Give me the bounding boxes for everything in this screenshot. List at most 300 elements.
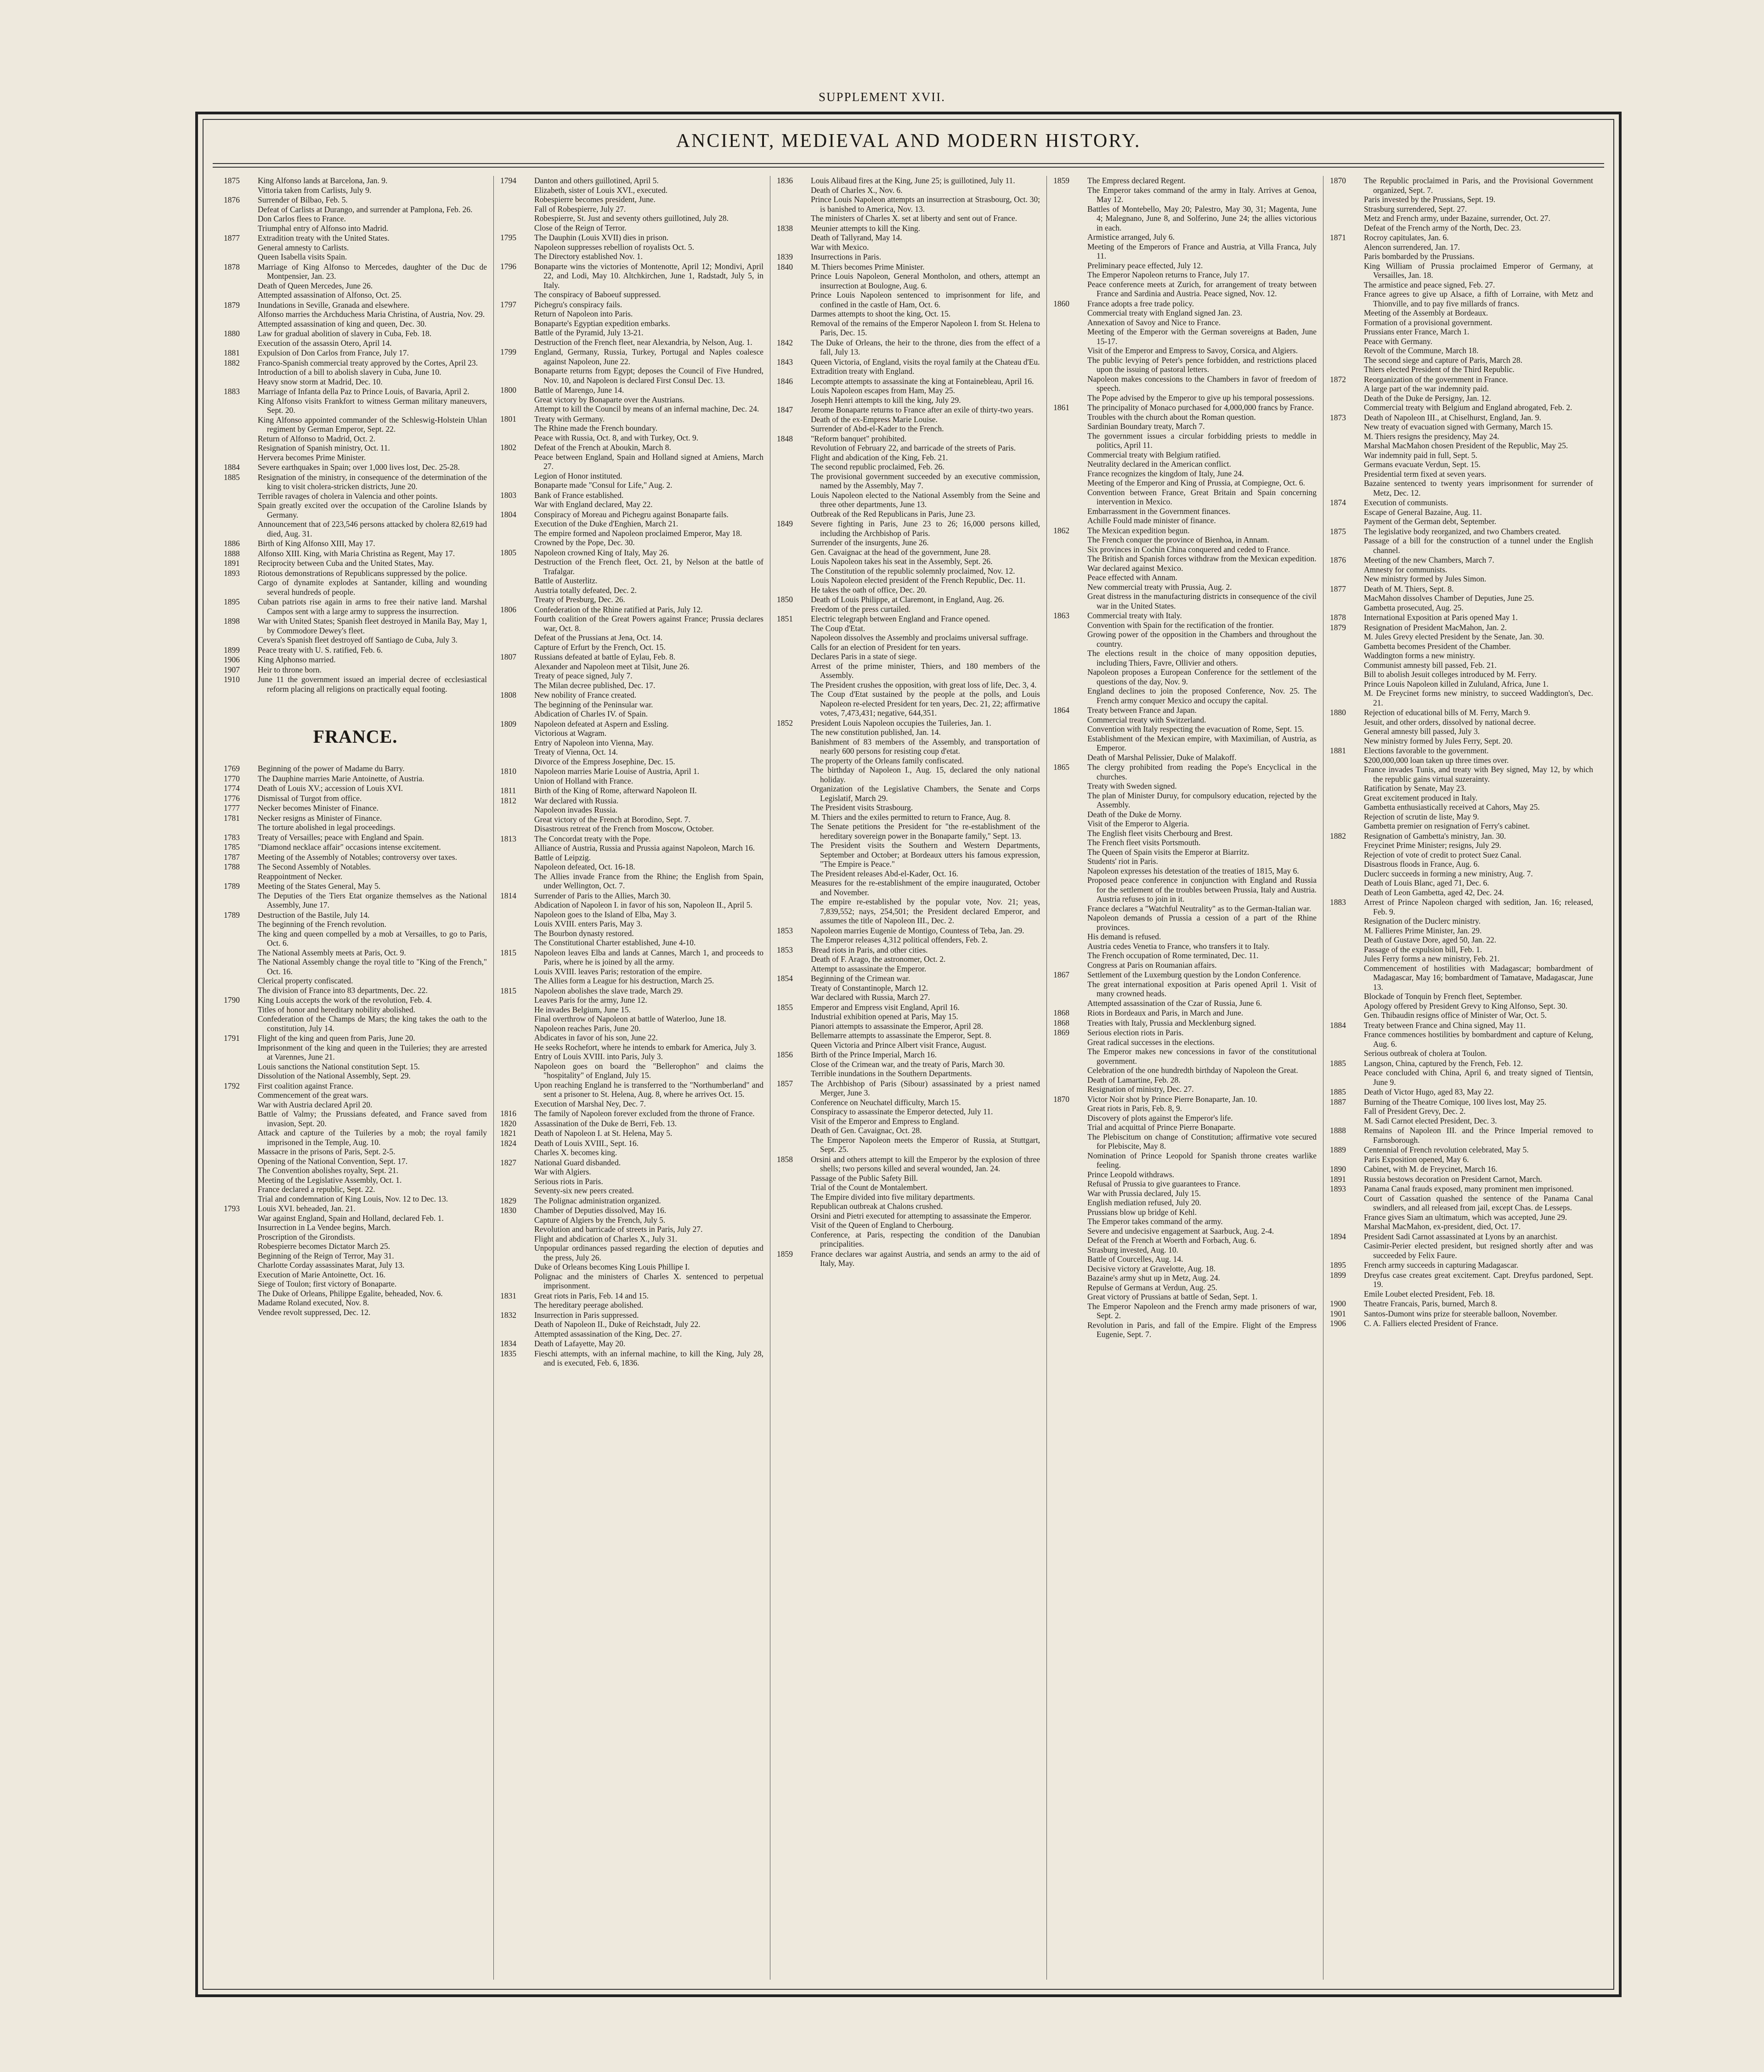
event-text: Repulse of Germans at Verdun, Aug. 25. [1087,1282,1218,1292]
event-text: Pianori attempts to assassinate the Emperor, April 28. [811,1021,983,1031]
entry-year: 1879 [1330,622,1346,632]
entry-year: 1884 [1330,1020,1346,1030]
entry-year: 1776 [224,793,240,803]
event-text: Victor Noir shot by Prince Pierre Bonaparte, Jan. 10. [1087,1094,1257,1104]
event-text: Return of Napoleon into Paris. [534,309,633,318]
timeline-entry [1053,970,1317,1008]
entry-events [258,262,487,300]
event-text: Embarrassment in the Government finances. [1087,506,1231,516]
entry-events [1087,762,1317,970]
event-text: Destruction of the French fleet, near Alexandria, by Nelson, Aug. 1. [534,337,752,347]
event-text: M. Thiers becomes Prime Minister. [811,262,925,271]
entry-year: 1895 [224,597,240,606]
event-text: His demand is refused. [1087,932,1161,941]
entry-events [1364,1260,1593,1270]
event-text: Napoleon defeated, Oct. 16-18. [534,862,635,871]
event-text: Revolution and barricade of streets in Paris, July 27. [534,1225,703,1234]
entry-events [534,1196,763,1206]
entry-year: 1883 [1330,898,1346,907]
entry-events [1364,898,1593,1020]
event-text: Confederation of the Champs de Mars; the king takes the oath to the constitution, July 14. [258,1014,487,1033]
event-text: Defeat of the French at Aboukin, March 8. [534,443,671,452]
entry-year: 1808 [500,690,516,700]
event-text: Flight and abdication of Charles X., July 31. [534,1234,678,1243]
entry-events [811,926,1040,945]
event-text: Duclerc succeeds in forming a new ministry, Aug. 7. [1364,869,1533,878]
entry-events [1087,1018,1317,1028]
event-text: Beginning of the power of Madame du Barry. [258,764,405,773]
event-text: Gambetta becomes President of the Chamber. [1364,641,1511,651]
entry-year: 1873 [1330,412,1346,422]
event-text: Seventy-six new peers created. [534,1186,634,1195]
event-text: Riots in Bordeaux and Paris, in March and June. [1087,1008,1244,1017]
entry-year: 1840 [777,262,793,271]
timeline-entry [500,1310,763,1339]
event-text: Proscription of the Girondists. [258,1232,355,1242]
timeline-entry [224,616,487,645]
event-text: Napoleon demands of Prussia a cession of a part of the Rhine provinces. [1087,913,1317,932]
entry-events [1364,1184,1593,1231]
event-text: M. Thiers and the exiles permitted to return to France, Aug. 8. [811,812,1011,822]
entry-events [1364,1319,1593,1328]
entry-year: 1769 [224,764,240,773]
entry-events [258,569,487,597]
event-text: Defeat of the Prussians at Jena, Oct. 14. [534,633,662,642]
entry-year: 1843 [777,357,793,367]
entry-events [258,616,487,645]
entry-events [1364,1145,1593,1164]
event-text: The king and queen compelled by a mob at Versailles, to go to Paris, Oct. 6. [258,929,487,948]
event-text: War against England, Spain and Holland, declared Feb. 1. [258,1213,444,1223]
timeline-entry [1330,498,1593,526]
event-text: Defeat of the French army of the North, Dec. 23. [1364,223,1521,232]
timeline-entry [500,385,763,414]
timeline-entry [224,833,487,842]
timeline-entry [500,510,763,548]
event-text: Alfonso marries the Archduchess Maria Christina, of Austria, Nov. 29. [258,310,485,319]
event-text: Death of Tallyrand, May 14. [811,233,902,242]
timeline-entry [777,974,1040,1002]
event-text: Vittoria taken from Carlists, July 9. [258,185,372,195]
entry-events [534,786,763,796]
entry-events [811,434,1040,519]
event-text: M. Fallieres Prime Minister, Jan. 29. [1364,926,1482,935]
timeline-entry [1330,1164,1593,1174]
event-text: Napoleon crowned King of Italy, May 26. [534,548,669,557]
timeline-entry [500,491,763,509]
event-text: Victorious at Wagram. [534,728,607,738]
event-text: The President releases Abd-el-Kader, Oct. 16. [811,869,958,878]
timeline-entry [777,519,1040,594]
entry-events [258,645,487,655]
event-text: The new constitution published, Jan. 14. [811,728,941,737]
entry-events [258,665,487,675]
entry-events [534,510,763,548]
event-text: Napoleon marries Eugenie de Montigo, Countess of Teba, Jan. 29. [811,926,1024,935]
event-text: Bread riots in Paris, and other cities. [811,945,928,954]
entry-events [1364,233,1593,374]
timeline-entry [1330,1145,1593,1164]
timeline-entry [777,614,1040,718]
event-text: Austria cedes Venetia to France, who transfers it to Italy. [1087,941,1270,951]
event-text: Heavy snow storm at Madrid, Dec. 10. [258,377,383,386]
entry-year: 1842 [777,338,793,347]
entry-events [1364,176,1593,232]
entry-year: 1898 [224,616,240,626]
entry-year: 1834 [500,1339,516,1348]
entry-events [1364,584,1593,613]
timeline-entry [224,1033,487,1081]
event-text: The family of Napoleon forever excluded from the throne of France. [534,1109,755,1118]
event-text: Napoleon goes to the Island of Elba, May 3. [534,909,677,919]
event-text: Flight and abdication of the King, Feb. 21. [811,452,948,462]
event-text: The Polignac administration organized. [534,1196,661,1205]
event-text: Meeting of the new Chambers, March 7. [1364,555,1494,565]
event-text: Defeat of Carlists at Durango, and surrender at Pamplona, Feb. 26. [258,204,473,214]
timeline-entry [1053,176,1317,299]
event-text: Treaty of Presburg, Dec. 26. [534,595,625,604]
event-text: Treaty of Constantinople, March 12. [811,983,928,993]
entry-events [811,519,1040,594]
timeline-entry [1330,613,1593,622]
event-text: Marshal MacMahon chosen President of the Republic, May 25. [1364,441,1568,450]
event-text: MacMahon dissolves Chamber of Deputies, June 25. [1364,593,1534,603]
timeline-entry [500,548,763,604]
entry-events [811,1079,1040,1154]
event-text: Prince Leopold withdraws. [1087,1169,1175,1179]
event-text: Meeting of the Assembly of Notables; controversy over taxes. [258,852,457,862]
entry-year: 1803 [500,490,516,500]
event-text: Insurrections in Paris. [811,252,882,261]
event-text: Louis XVIII. enters Paris, May 3. [534,919,643,928]
event-text: Elizabeth, sister of Louis XVI., executed. [534,185,668,195]
event-text: War with Prussia declared, July 15. [1087,1188,1201,1198]
event-text: Attempted assassination of the Czar of Russia, June 6. [1087,998,1262,1008]
event-text: Death of Gustave Dore, aged 50, Jan. 22. [1364,935,1497,944]
event-text: Meeting of the Assembly at Bordeaux. [1364,308,1488,317]
event-text: Prince Louis Napoleon, General Montholon, and others, attempt an insurrection at Boulogne, Aug. 6. [811,271,1040,290]
entry-events [811,1155,1040,1249]
event-text: The Directory established Nov. 1. [534,252,643,261]
entry-events [534,385,763,414]
entry-year: 1906 [224,655,240,664]
entry-events [811,945,1040,974]
entry-events [258,833,487,842]
event-text: Rejection of scrutin de liste, May 9. [1364,812,1479,821]
timeline-entry [500,690,763,719]
entry-events [258,1033,487,1081]
event-text: Severe earthquakes in Spain; over 1,000 lives lost, Dec. 25-28. [258,463,460,472]
timeline-entry [777,1249,1040,1268]
timeline-entry [1330,1319,1593,1328]
event-text: Surrender of Abd-el-Kader to the French. [811,424,944,433]
event-text: War with Algiers. [534,1167,591,1176]
entry-year: 1871 [1330,233,1346,242]
entry-year: 1893 [224,568,240,578]
timeline-entry [224,549,487,559]
entry-year: 1893 [1330,1184,1346,1193]
event-text: Close of the Crimean war, and the treaty of Paris, March 30. [811,1059,1005,1069]
event-text: Achille Fould made minister of finance. [1087,516,1216,525]
event-text: Marshal MacMahon, ex-president, died, Oct. 17. [1364,1222,1521,1231]
entry-year: 1788 [224,862,240,871]
event-text: War with United States; Spanish fleet destroyed in Manila Bay, May 1, by Commodore Dewey's fleet. [258,616,487,635]
event-text: Establishment of the Mexican empire, with Maximilian, of Austria, as Emperor. [1087,734,1317,752]
entry-year: 1876 [1330,555,1346,565]
event-text: Siege of Toulon; first victory of Bonaparte. [258,1279,397,1288]
event-text: Louis Napoleon elected president of the French Republic, Dec. 11. [811,576,1025,585]
timeline-entry [500,300,763,347]
entry-events [1364,708,1593,745]
timeline-entry [1330,1174,1593,1184]
event-text: Robespierre, St. Just and seventy others guillotined, July 28. [534,214,729,223]
event-text: Bonaparte wins the victories of Montenotte, April 12; Mondivi, April 22, and Lodi, May 10. Altchkirchen, June 1, Radstadt, July 5, in Italy. [534,261,763,290]
event-text: Death of Louis XV.; accession of Louis XVI. [258,784,403,793]
event-text: Abdicates in favor of his son, June 22. [534,1033,658,1042]
entry-year: 1836 [777,176,793,185]
entry-events [811,1249,1040,1268]
event-text: Revolution in Paris, and fall of the Empire. Flight of the Empress Eugenie, Sept. 7. [1087,1320,1317,1339]
event-text: M. Thiers resigns the presidency, May 24. [1364,431,1499,441]
event-text: King Alfonso lands at Barcelona, Jan. 9. [258,176,388,185]
event-text: Resignation of Gambetta's ministry, Jan. 30. [1364,831,1506,841]
event-text: Refusal of Prussia to give guarantees to France. [1087,1179,1241,1188]
entry-events [534,1109,763,1118]
entry-year: 1777 [224,803,240,813]
entry-events [811,377,1040,405]
event-text: The Archbishop of Paris (Sibour) assassinated by a priest named Merger, June 3. [811,1078,1040,1097]
entry-year: 1791 [224,1033,240,1043]
event-text: Great distress in the manufacturing districts in consequence of the civil war in the United States. [1087,592,1317,610]
event-text: New ministry formed by Jules Simon. [1364,574,1487,583]
entry-year: 1872 [1330,374,1346,384]
event-text: Prince Louis Napoleon attempts an insurrection at Strasbourg, Oct. 30; is banished to America, Nov. 13. [811,195,1040,214]
entry-events [1364,1097,1593,1126]
event-text: Battle of Valmy; the Prussians defeated, and France saved from invasion, Sept. 20. [258,1109,487,1128]
event-text: Vendee revolt suppressed, Dec. 12. [258,1307,371,1317]
entry-year: 1847 [777,405,793,414]
timeline-entry [224,675,487,694]
entry-events [534,233,763,261]
event-text: Communist amnesty bill passed, Feb. 21. [1364,660,1497,670]
event-text: The government issues a circular forbidding priests to meddle in politics, April 11. [1087,431,1317,450]
event-text: The great international exposition at Paris opened April 1. Visit of many crowned heads. [1087,979,1317,998]
entry-year: 1806 [500,604,516,614]
entry-year: 1864 [1053,706,1069,715]
event-text: Louis Napoleon elected to the National Assembly from the Seine and three other departments, June 13. [811,490,1040,509]
timeline-entry [1330,233,1593,374]
event-text: Queen Isabella visits Spain. [258,252,347,261]
event-text: Insurrection in La Vendee begins, March. [258,1223,391,1232]
event-text: Danton and others guillotined, April 5. [534,176,659,185]
event-text: Prince Louis Napoleon sentenced to imprisonment for life, and confined in the castle of Ham, Oct. 6. [811,290,1040,309]
event-text: The Plebiscitum on change of Constitution; affirmative vote secured for Plebiscite, May 8. [1087,1132,1317,1151]
event-text: Growing power of the opposition in the Chambers and throughout the country. [1087,630,1317,649]
event-text: The National Assembly change the royal title to "King of the French," Oct. 16. [258,957,487,976]
entry-events [1087,176,1317,299]
event-text: The Emperor makes new concessions in favor of the constitutional government. [1087,1047,1317,1066]
entry-events [258,176,487,195]
event-text: Death of Charles X., Nov. 6. [811,185,903,195]
timeline-entry [777,1155,1040,1249]
event-text: Defeat of the French at Woerth and Forbach, Aug. 6. [1087,1236,1256,1245]
entry-events [1364,1174,1593,1184]
entry-year: 1874 [1330,498,1346,507]
entry-year: 1814 [500,891,516,900]
event-text: The French occupation of Rome terminated, Dec. 11. [1087,951,1259,960]
entry-events [811,974,1040,1002]
entry-year: 1801 [500,414,516,423]
entry-events [258,358,487,387]
event-text: Battle of the Pyramid, July 13-21. [534,328,644,337]
event-text: Attempted assassination of the King, Dec. 27. [534,1329,682,1338]
event-text: Execution of Marshal Ney, Dec. 7. [534,1099,646,1108]
entry-events [258,387,487,462]
timeline-entry [1330,527,1593,555]
frame-inner [203,119,1614,1990]
entry-events [534,443,763,490]
entry-year: 1857 [777,1078,793,1088]
entry-year: 1787 [224,852,240,862]
event-text: The provisional government succeeded by an executive commission, named by the Assembly, May 7. [811,471,1040,490]
event-text: Meeting of the Emperor and King of Prussia, at Compiegne, Oct. 6. [1087,478,1305,487]
timeline-entry [224,842,487,852]
entry-events [258,549,487,559]
timeline-entry [224,233,487,262]
timeline-entry [1330,1087,1593,1097]
event-text: Terrible inundations in the Southern Departments. [811,1069,972,1078]
entry-year: 1867 [1053,970,1069,979]
timeline-entry [777,718,1040,926]
event-text: Troubles with the church about the Roman question. [1087,412,1256,422]
columns-container [217,176,1600,1980]
event-text: M. Sadi Carnot elected President, Dec. 3. [1364,1116,1497,1125]
column-3 [770,176,1046,1980]
event-text: Queen Victoria, of England, visits the royal family at the Chateau d'Eu. [811,357,1040,367]
event-text: Legion of Honor instituted. [534,471,622,480]
entry-year: 1824 [500,1138,516,1148]
entry-year: 1832 [500,1310,516,1320]
event-text: Execution of Marie Antoinette, Oct. 16. [258,1270,385,1279]
event-text: The Republic proclaimed in Paris, and the Provisional Government organized, Sept. 7. [1364,176,1593,195]
event-text: The Duke of Orleans, Philippe Egalite, beheaded, Nov. 6. [258,1288,443,1298]
entry-year: 1885 [1330,1087,1346,1096]
entry-year: 1899 [224,645,240,655]
event-text: Russians defeated at battle of Eylau, Feb. 8. [534,652,676,661]
event-text: Upon reaching England he is transferred to the "Northumberland" and sent a prisoner to St. Helena, Aug. 8, where he arrives Oct. 15. [534,1080,763,1099]
event-text: New treaty of evacuation signed with Germany, March 15. [1364,422,1553,431]
event-text: Law for gradual abolition of slavery in Cuba, Feb. 18. [258,329,432,338]
event-text: War declared against Mexico. [1087,563,1183,573]
event-text: New commercial treaty with Prussia, Aug. 2. [1087,582,1232,592]
timeline-entry [777,926,1040,945]
entry-events [1087,403,1317,525]
event-text: Attempt to assassinate the Emperor. [811,964,927,973]
timeline-entry [224,559,487,568]
entry-year: 1887 [1330,1097,1346,1107]
entry-year: 1794 [500,176,516,185]
event-text: Arrest of the prime minister, Thiers, and 180 members of the Assembly. [811,661,1040,680]
event-text: Death of Louis Philippe, at Claremont, in England, Aug. 26. [811,595,1004,604]
event-text: English mediation refused, July 20. [1087,1198,1201,1207]
event-text: Freycinet Prime Minister; resigns, July 29. [1364,841,1501,850]
timeline-entry [1330,1097,1593,1126]
timeline-entry [224,862,487,881]
event-text: Birth of King Alfonso XIII, May 17. [258,539,375,548]
event-text: The division of France into 83 departments, Dec. 22. [258,985,428,995]
event-text: Surrender of the insurgents, June 26. [811,538,929,547]
event-text: Death of Louis Blanc, aged 71, Dec. 6. [1364,878,1489,887]
event-text: A large part of the war indemnity paid. [1364,384,1489,393]
event-text: Prussians enter France, March 1. [1364,327,1470,336]
entry-year: 1877 [1330,584,1346,593]
event-text: Execution of communists. [1364,498,1448,507]
event-text: War with Austria declared April 20. [258,1100,373,1109]
event-text: War with Mexico. [811,242,869,252]
entry-year: 1869 [1053,1028,1069,1037]
event-text: Return of Alfonso to Madrid, Oct. 2. [258,434,376,443]
event-text: Union of Holland with France. [534,776,633,785]
entry-events [811,224,1040,252]
event-text: Meeting of the Emperor with the German sovereigns at Baden, June 15-17. [1087,327,1317,346]
entry-events [534,1129,763,1138]
event-text: The Duke of Orleans, the heir to the throne, dies from the effect of a fall, July 13. [811,338,1040,356]
entry-year: 1770 [224,773,240,783]
event-text: Fall of Robespierre, July 27. [534,204,626,214]
timeline-entry [1053,1018,1317,1028]
entry-events [258,195,487,233]
event-text: Decisive victory at Gravelotte, Aug. 18. [1087,1264,1216,1273]
timeline-entry [500,1158,763,1196]
event-text: Visit of the Emperor to Algeria. [1087,819,1189,828]
event-text: Formation of a provisional government. [1364,317,1493,327]
timeline-entry [224,329,487,348]
entry-events [534,1139,763,1157]
event-text: Arrest of Prince Napoleon charged with sedition, Jan. 16; released, Feb. 9. [1364,898,1593,916]
entry-events [811,595,1040,614]
event-text: The Emperor Napoleon returns to France, July 17. [1087,270,1250,279]
event-text: Visit of the Emperor and Empress to Savoy, Corsica, and Algiers. [1087,346,1298,355]
timeline-entry [224,910,487,995]
event-text: Duke of Orleans becomes King Louis Phillipe I. [534,1262,690,1271]
event-text: Assassination of the Duke de Berri, Feb. 13. [534,1118,677,1128]
timeline-entry [500,767,763,785]
timeline-entry [1330,1232,1593,1260]
event-text: Alexander and Napoleon meet at Tilsit, June 26. [534,661,690,671]
entry-events [1364,1232,1593,1260]
timeline-entry [224,853,487,862]
event-text: Joseph Henri attempts to kill the king, July 29. [811,395,961,405]
event-text: Imprisonment of the king and queen in the Tuileries; they are arrested at Varennes, June 21. [258,1043,487,1061]
event-text: Disastrous retreat of the French from Moscow, October. [534,824,714,833]
event-text: King William of Prussia proclaimed Emperor of Germany, at Versailles, Jan. 18. [1364,261,1593,280]
event-text: Death of Napoleon I. at St. Helena, May 5. [534,1129,673,1138]
event-text: Extradition treaty with England. [811,367,915,376]
entry-events [258,473,487,539]
entry-events [1364,527,1593,555]
event-text: Entry of Napoleon into Vienna, May. [534,738,654,747]
event-text: War indemnity paid in full, Sept. 5. [1364,450,1477,460]
event-text: Cuban patriots rise again in arms to free their native land. Marshal Campos sent with a large army to suppress the insurrection. [258,597,487,616]
entry-year: 1816 [500,1109,516,1118]
event-text: Heir to throne born. [258,665,322,674]
event-text: Flight of the king and queen from Paris, June 20. [258,1033,415,1043]
event-text: Commercial treaty with Italy. [1087,611,1182,620]
entry-year: 1792 [224,1081,240,1090]
event-text: The Empress declared Regent. [1087,176,1186,185]
entry-events [1364,613,1593,622]
timeline-entry [1053,403,1317,525]
